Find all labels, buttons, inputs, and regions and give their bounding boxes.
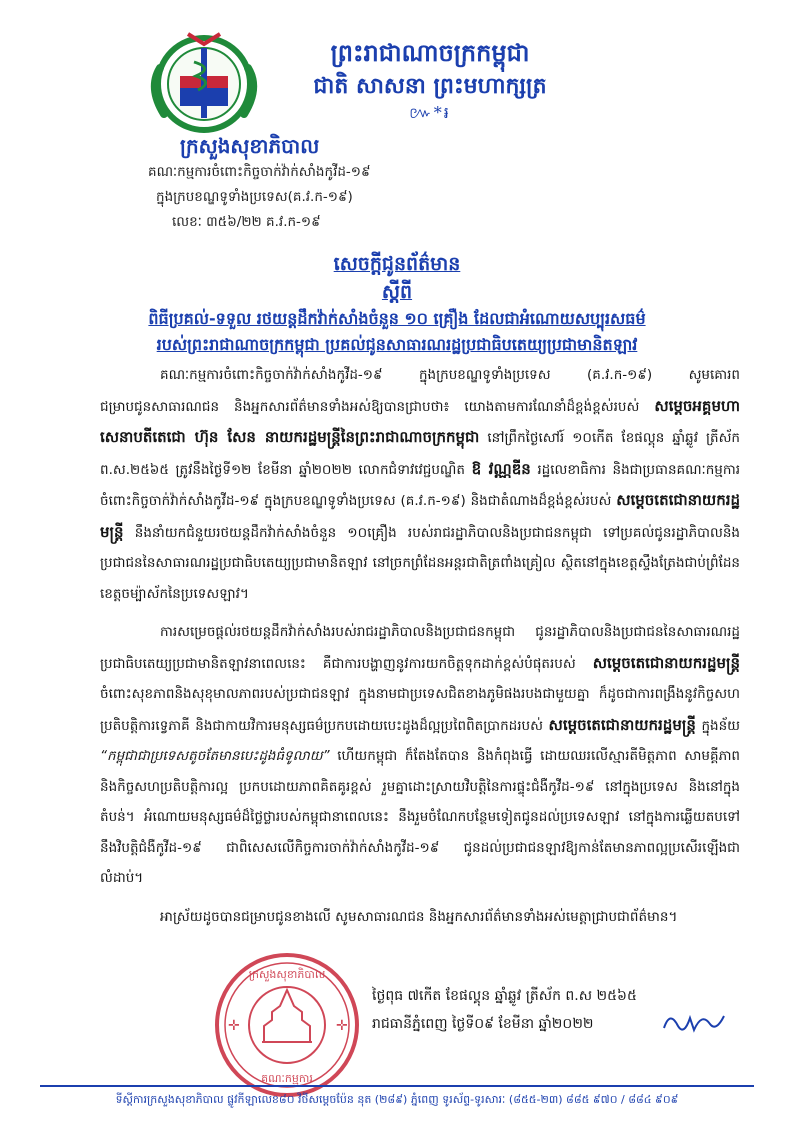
p1-strong-2: ឱ វណ្ណឌីន (471, 459, 531, 478)
solar-date: រាជធានីភ្នំពេញ ថ្ងៃទី០៩ ខែមីនា ឆ្នាំ២០២២ (372, 1016, 594, 1032)
p1-text-c: រដ្ឋលេខាធិការ និងជាប្រធានគណៈកម្មការចំពោះកិច្ចចាក់វ៉ាក់សាំងកូវីដ-១៩ ក្នុងក្របខណ្ឌទូទាំងប្រទេស (គ.វ.ក-១៩) និងជាតំណាងដ៏ខ្ពង់ខ្ពស់របស់ (100, 461, 740, 509)
lunar-date: ថ្ងៃពុធ ៧កើត ខែផល្គុន ឆ្នាំឆ្លូវ ត្រីស័ក ព.ស ២៥៦៥ (372, 988, 637, 1004)
p2-text-c: ក្នុងន័យ (701, 717, 740, 734)
p2-text-a: ការសម្រេចផ្ដល់រថយន្តដឹកវ៉ាក់សាំងរបស់រាជរដ្ឋាភិបាលនិងប្រជាជនកម្ពុជា ជូនរដ្ឋាភិបាលនិងប្រជាជននៃសាធារណរដ្ឋប្រជាធិបតេយ្យប្រជាមានិតឡាវនាពេលនេះ គឺជាការបង្ហាញនូវការយកចិត្តទុកដាក់ខ្ពស់បំផុតរបស់ (100, 624, 740, 672)
national-motto: ជាតិ សាសនា ព្រះមហាក្សត្រ (313, 73, 547, 99)
p2-text-b: ចំពោះសុខភាពនិងសុខុមាលភាពរបស់ប្រជាជនឡាវ ក្នុងនាមជាប្រទេសជិតខាងភូមិផងរបងជាមួយគ្នា ក៏ដូចជាការពង្រឹងនូវកិច្ចសហប្រតិបត្តិការទ្វេភាគី និងជាកាយវិការមនុស្សធម៌ប្រកបដោយបេះដូងដ៏ល្អប្រពៃពិតប្រាកដរបស់ (100, 686, 740, 734)
p2-strong-1: សម្ដេចតេជោនាយករដ្ឋមន្ត្រី (592, 653, 741, 672)
title-line-4: របស់ព្រះរាជាណាចក្រកម្ពុជា ប្រគល់ជូនសាធារណរដ្ឋប្រជាធិបតេយ្យប្រជាមានិតឡាវ (156, 335, 638, 354)
paragraph-1 (100, 360, 740, 609)
svg-text:✛: ✛ (228, 1018, 240, 1034)
document-body (100, 360, 740, 940)
p2-text-d: ហើយកម្ពុជា ក៏តែងតែបាន និងកំពុងធ្វើ ដោយឈរលើស្មារតីមិត្តភាព សាមគ្គីភាពនិងកិច្ចសហប្រតិបត្តិការល្អ ប្រកបដោយភាពគិតគូរខ្ពស់ រួមគ្នាដោះស្រាយវិបត្តិនៃការផ្ទុះជំងឺកូវីដ-១៩ នៅក្នុងប្រទេស និងនៅក្នុងតំបន់។ អំណោយមនុស្សធម៌ដ៏ថ្លៃថ្លារបស់កម្ពុជានាពេលនេះ នឹងរួមចំណែកបន្ថែមទៀតជូនដល់ប្រទេសឡាវ នៅក្នុងការឆ្លើយតបទៅនឹងវិបត្តិជំងឺកូវីដ-១៩ ជាពិសេសលើកិច្ចការចាក់វ៉ាក់សាំងកូវីដ-១៩ ជូនដល់ប្រជាជនឡាវឱ្យកាន់តែមានភាពល្អប្រសើរឡើងជាលំដាប់។ (100, 748, 740, 886)
p1-text-d: នឹងនាំយកជំនួយរថយន្តដឹកវ៉ាក់សាំងចំនួន ១០គ្រឿង របស់រាជរដ្ឋាភិបាលនិងប្រជាជនកម្ពុជា ទៅប្រគល់ជូនរដ្ឋាភិបាលនិងប្រជាជននៃសាធារណរដ្ឋប្រជាធិបតេយ្យប្រជាមានិតឡាវ នៅច្រកព្រំដែនអន្តរជាតិត្រពាំងគ្រៀល ស្ថិតនៅក្នុងខេត្តស្ទឹងត្រែងជាប់ព្រំដែនខេត្តចម្ប៉ាស័កនៃប្រទេសឡាវ។ (100, 524, 740, 602)
ministry-name: ក្រសួងសុខាភិបាល (180, 134, 320, 158)
issuer-block (148, 160, 448, 235)
p1-text-b: នៅព្រឹកថ្ងៃសៅរ៍ ១០កើត ខែផល្គុន ឆ្នាំឆ្លូវ ត្រីស័ក ព.ស.២៥៦៥ ត្រូវនឹងថ្ងៃទី១២ ខែមីនា ឆ្នាំ២០២២ លោកជំទាវវេជ្ជបណ្ឌិត (100, 430, 740, 478)
motto-ornament: ៚*៛ (409, 103, 451, 122)
reference-number: លេខៈ ៣៥៦/២២ គ.វ.ក-១៩ (172, 214, 321, 230)
paragraph-3 (100, 902, 740, 933)
official-seal-icon (212, 950, 362, 1100)
p1-text-a: គណៈកម្មការចំពោះកិច្ចចាក់វ៉ាក់សាំងកូវីដ-១៩ ក្នុងក្របខណ្ឌទូទាំងប្រទេស (គ.វ.ក-១៩) សូមគោរពជម្រាបជូនសាធារណជន និងអ្នកសារព័ត៌មានទាំងអស់ឱ្យបានជ្រាបថា៖ យោងតាមការណែនាំដ៏ខ្ពង់ខ្ពស់របស់ (100, 367, 740, 415)
p3-text: អាស្រ័យដូចបានជម្រាបជូនខាងលើ សូមសាធារណជន និងអ្នកសារព័ត៌មានទាំងអស់មេត្តាជ្រាបជាព័ត៌មាន។ (160, 908, 678, 925)
committee-line-2: ក្នុងក្របខណ្ឌទូទាំងប្រទេស(គ.វ.ក-១៩) (156, 189, 353, 205)
title-line-3: ពិធីប្រគល់-ទទួល រថយន្តដឹកវ៉ាក់សាំងចំនួន ១០ គ្រឿង ដែលជាអំណោយសប្បុរសធម៌ (148, 309, 646, 328)
document-title (60, 250, 734, 358)
ministry-of-health-logo-icon (140, 28, 268, 138)
footer-divider (40, 1085, 754, 1087)
national-header (280, 36, 580, 124)
title-line-2: ស្ដីពី (381, 281, 413, 303)
p1-strong-3: សម្ដេចតេជោនាយករដ្ឋមន្ត្រី (100, 491, 740, 541)
p2-quote: “កម្ពុជាជាប្រទេសតូចតែមានបេះដូងធំទូលាយ” (100, 748, 330, 764)
p2-strong-2: សម្ដេចតេជោនាយករដ្ឋមន្ត្រី (548, 715, 696, 734)
svg-text:✛: ✛ (336, 1018, 348, 1034)
committee-line-1: គណៈកម្មការចំពោះកិច្ចចាក់វ៉ាក់សាំងកូវីដ-១៩ (148, 164, 371, 180)
seal-text-top: ក្រសួងសុខាភិបាល (248, 968, 326, 981)
kingdom-name: ព្រះរាជាណាចក្រកម្ពុជា (330, 38, 530, 67)
paragraph-2 (100, 617, 740, 894)
footer-address: ទីស្ដីការក្រសួងសុខាភិបាល ផ្លូវកីឡាលេខ៨០ វិថីសម្ដេចប៉ែន នុត (២៨៩) ភ្នំពេញ ទូរស័ព្ទ-ទូរសារៈ (៨៥៥-២៣) ៨៨៥ ៩៧០ / ៨៨៤ ៩០៩ (115, 1093, 679, 1106)
title-line-1: សេចក្ដីជូនព័ត៌មាន (333, 253, 461, 275)
seal-text-bottom: គណៈកម្មការ (261, 1072, 313, 1085)
signature-icon (660, 1006, 730, 1036)
p1-strong-1: សម្ដេចអគ្គមហាសេនាបតីតេជោ ហ៊ុន សែន នាយករដ្ឋមន្ត្រីនៃព្រះរាជាណាចក្រកម្ពុជា (100, 396, 741, 446)
